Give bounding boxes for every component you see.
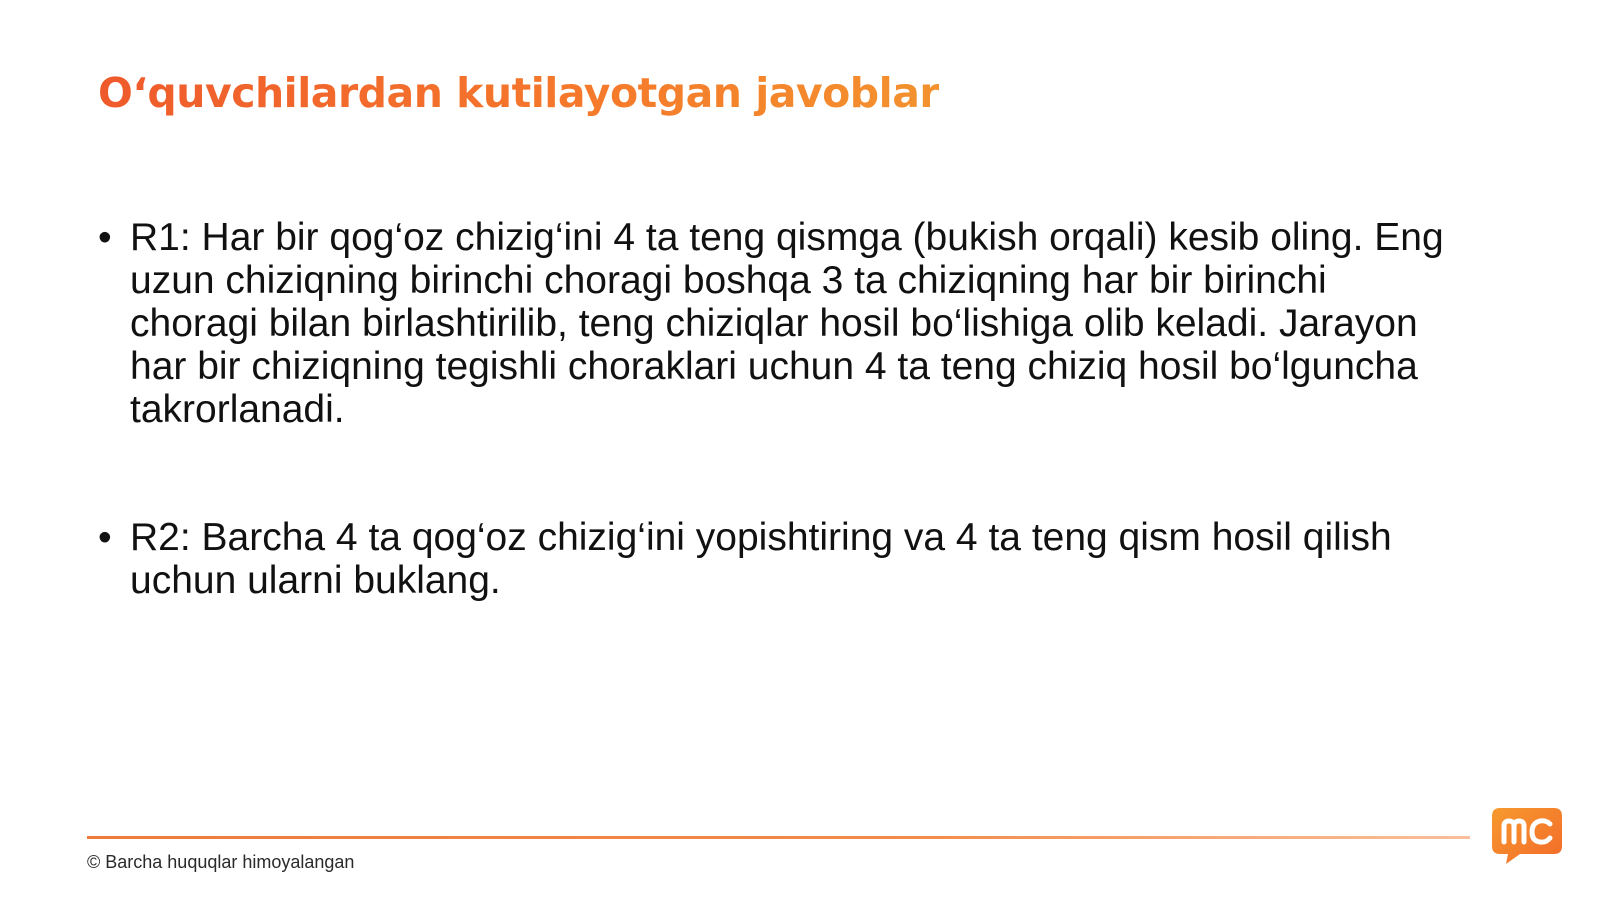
answer-list — [98, 216, 1458, 602]
answer-text: R2: Barcha 4 ta qog‘oz chizig‘ini yopishtiring va 4 ta teng qism hosil qilish uchun ularni buklang. — [130, 516, 1392, 602]
answer-text: R1: Har bir qog‘oz chizig‘ini 4 ta teng qismga (bukish orqali) kesib oling. Eng uzun chiziqning birinchi choragi boshqa 3 ta chiziqning har bir birinchi choragi bilan birlashtirilib, teng chiziqlar hosil bo‘lishiga olib keladi. Jarayon har bir chiziqning tegishli choraklari uchun 4 ta teng chiziq hosil bo‘lguncha takrorlanadi. — [130, 216, 1444, 431]
slide-title: O‘quvchilardan kutilayotgan javoblar — [98, 62, 939, 124]
answer-item-r2 — [98, 516, 1458, 602]
mc-logo-icon — [1490, 806, 1564, 866]
footer-divider — [87, 836, 1470, 839]
copyright-notice: © Barcha huquqlar himoyalangan — [87, 852, 355, 872]
bullet-marker: • — [98, 516, 112, 559]
answer-item-r1 — [98, 216, 1458, 431]
bullet-marker: • — [98, 216, 112, 259]
